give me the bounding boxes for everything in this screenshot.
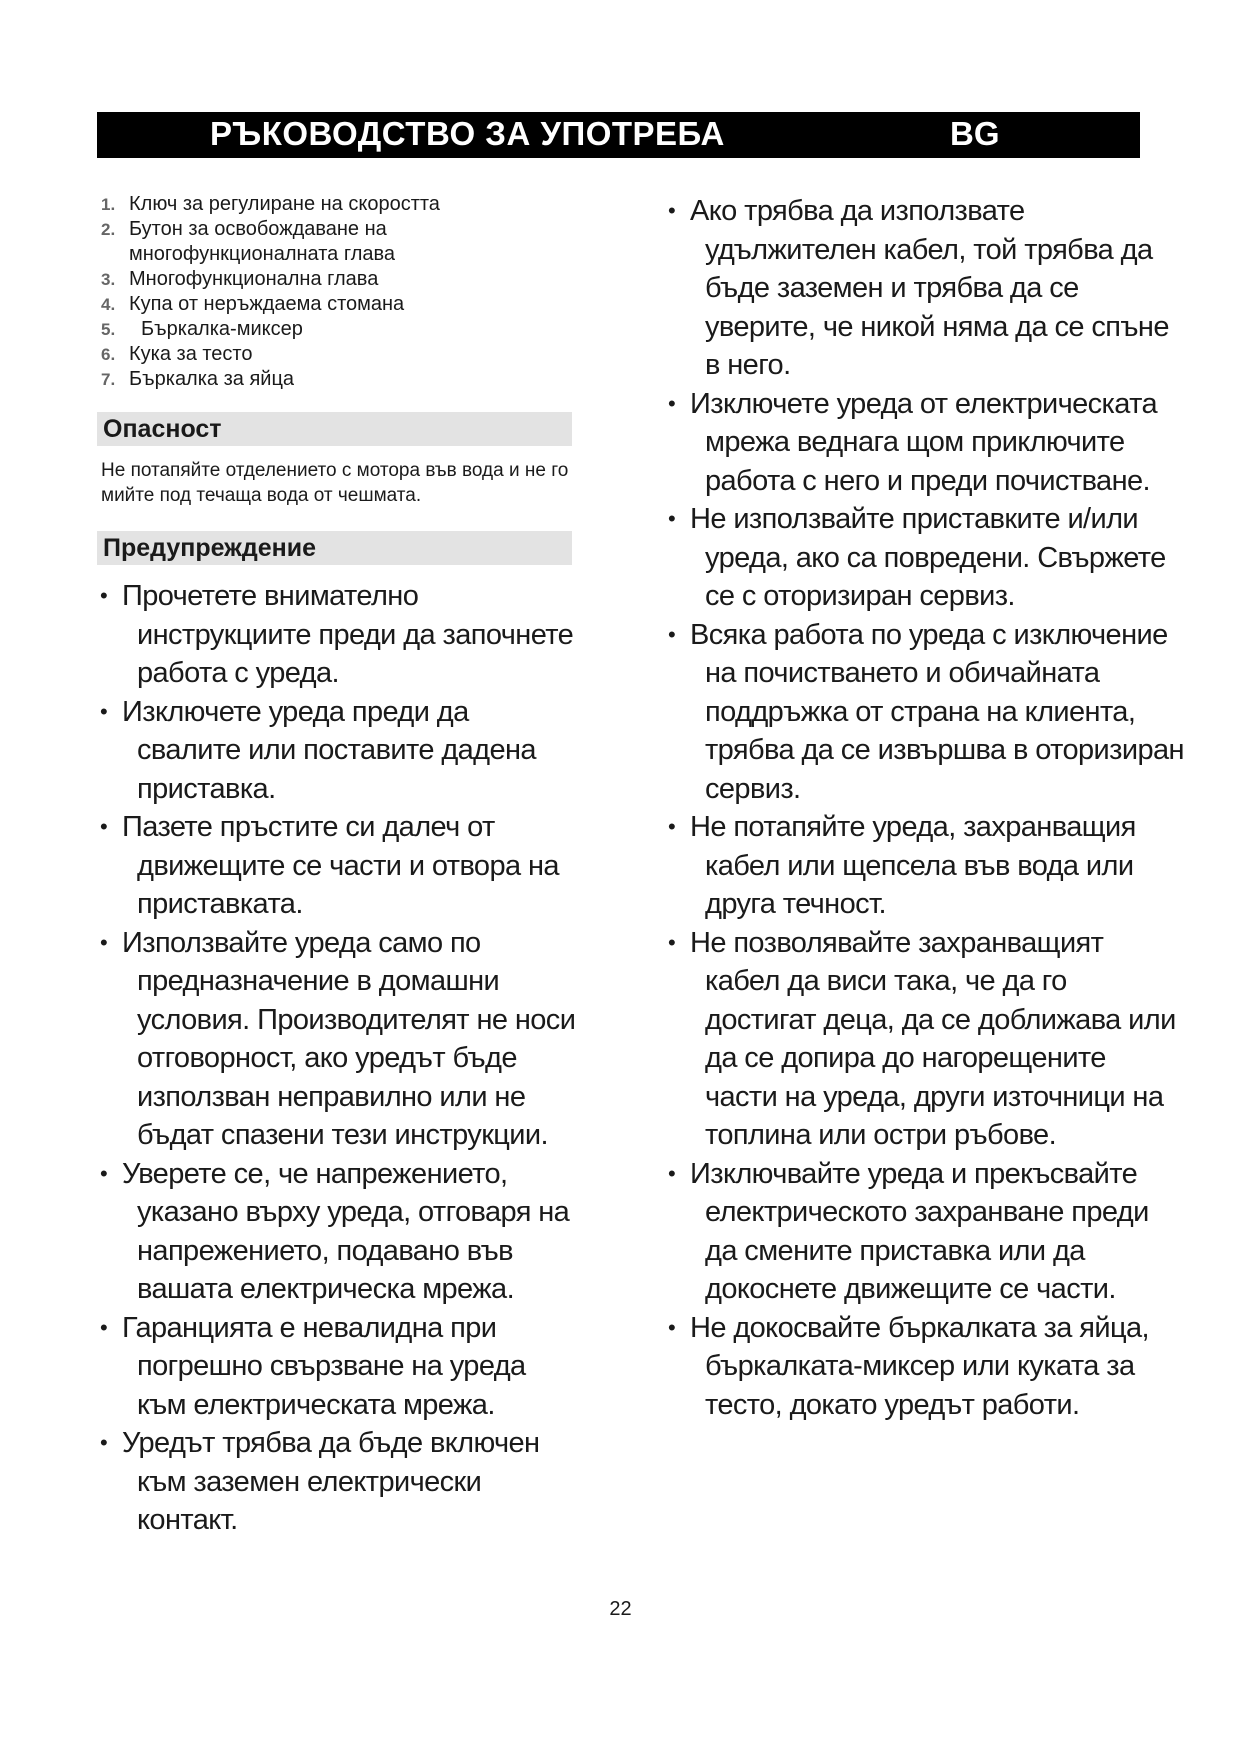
right-column [665, 192, 1185, 1424]
list-item: • Използвайте уреда само по предназначение в домашни условия. Производителят не носи отговорност, ако уредът бъде използван неправилно или не бъдат спазени тези инструкции. [97, 924, 577, 1155]
list-item: • Изключвайте уреда и прекъсвайте електрическото захранване преди да смените приставка или да докоснете движещите се части. [665, 1155, 1185, 1309]
danger-heading: Опасност [97, 412, 572, 446]
list-item: • Уверете се, че напрежението, указано върху уреда, отговаря на напрежението, подавано във вашата електрическа мрежа. [97, 1155, 577, 1309]
list-item: • Гаранцията е невалидна при погрешно свързване на уреда към електрическата мрежа. [97, 1309, 577, 1425]
warning-list-right [665, 192, 1185, 1424]
page-number: 22 [609, 1598, 632, 1620]
list-item: • Изключете уреда преди да свалите или поставите дадена приставка. [97, 693, 577, 809]
danger-text: Не потапяйте отделението с мотора във вода и не го мийте под течаща вода от чешмата. [101, 460, 569, 506]
document-title: РЪКОВОДСТВО ЗА УПОТРЕБА [210, 115, 725, 152]
list-item: • Не потапяйте уреда, захранващия кабел или щепсела във вода или друга течност. [665, 808, 1185, 924]
left-column [97, 192, 577, 1540]
parts-list [97, 192, 577, 392]
list-item: 6. Кука за тесто [101, 343, 253, 365]
list-item: 2. Бутон за освобождаване на многофункционалната глава [101, 218, 396, 265]
list-item: 7. Бъркалка за яйца [101, 368, 295, 390]
list-item: • Уредът трябва да бъде включен към заземен електрически контакт. [97, 1424, 577, 1540]
list-item: • Не докосвайте бъркалката за яйца, бъркалката-миксер или куката за тесто, докато уредът работи. [665, 1309, 1185, 1425]
list-item: • Не позволявайте захранващият кабел да виси така, че да го достигат деца, да се доближава или да се допира до нагорещените части на уреда, други източници на топлина или остри ръбове. [665, 924, 1185, 1155]
warning-list-left [97, 577, 577, 1540]
list-item: • Не използвайте приставките и/или уреда, ако са повредени. Свържете се с оторизиран сервиз. [665, 500, 1185, 616]
list-item: 5. Бъркалка-миксер [101, 318, 303, 340]
language-code: BG [950, 115, 1000, 152]
list-item: 3. Многофункционална глава [101, 268, 379, 290]
list-item: • Пазете пръстите си далеч от движещите се части и отвора на приставката. [97, 808, 577, 924]
header-bar [97, 112, 1140, 158]
list-item: • Прочетете внимателно инструкциите преди да започнете работа с уреда. [97, 577, 577, 693]
list-item: • Ако трябва да използвате удължителен кабел, той трябва да бъде заземен и трябва да се уверите, че никой няма да се спъне в него. [665, 192, 1185, 385]
warning-heading: Предупреждение [97, 531, 572, 565]
list-item: • Всяка работа по уреда с изключение на почистването и обичайната поддръжка от страна на клиента, трябва да се извършва в оторизиран сервиз. [665, 616, 1185, 809]
list-item: 4. Купа от неръждаема стомана [101, 293, 405, 315]
list-item: • Изключете уреда от електрическата мрежа веднага щом приключите работа с него и преди почистване. [665, 385, 1185, 501]
list-item: 1. Ключ за регулиране на скоростта [101, 193, 440, 215]
